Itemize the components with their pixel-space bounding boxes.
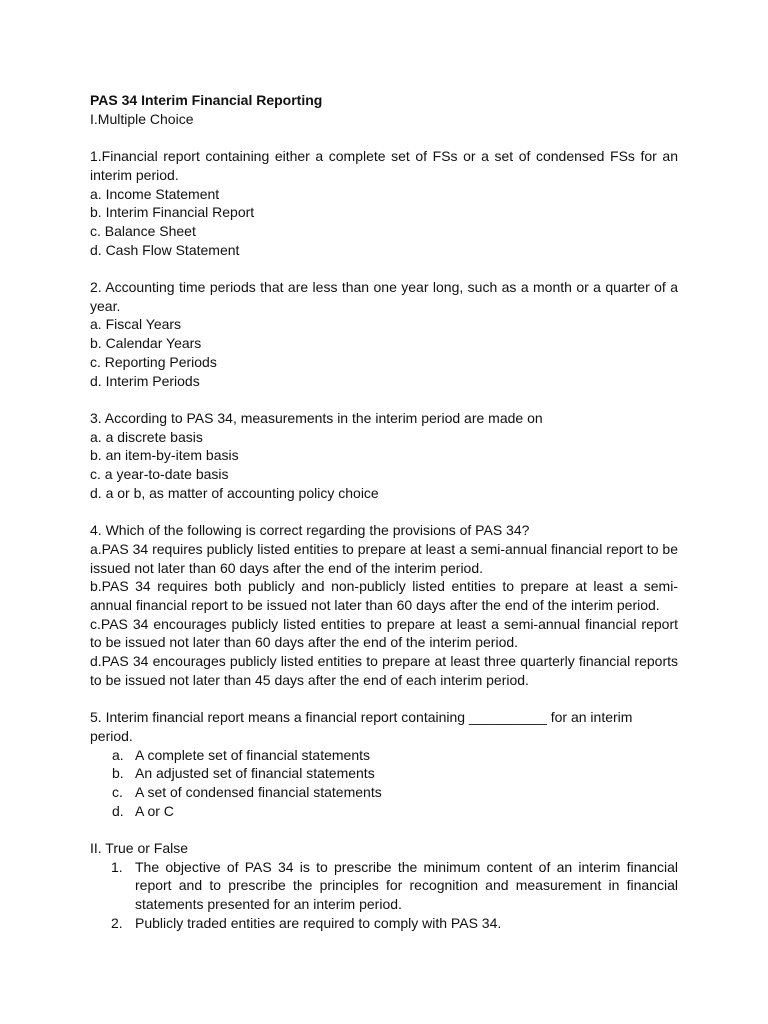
question-text: 4. Which of the following is correct regarding the provisions of PAS 34? (90, 522, 530, 539)
question-1 (90, 147, 678, 259)
option-d: d. Cash Flow Statement (90, 241, 240, 258)
option-list (90, 746, 678, 821)
option-b: b. Interim Financial Report (90, 204, 255, 221)
question-text: 2. Accounting time periods that are less than one year long, such as a month or a quarter of a year. (90, 279, 678, 314)
option-marker: a. (112, 746, 124, 763)
option-d: d.PAS 34 encourages publicly listed entities to prepare at least three quarterly financial reports to be issued not later than 45 days after the end of each interim period. (90, 653, 678, 688)
document-page (90, 91, 678, 933)
question-5 (90, 708, 678, 820)
option-b: b. Calendar Years (90, 335, 202, 352)
option-a: a. Income Statement (90, 185, 220, 202)
section-heading-true-false: II. True or False (90, 840, 189, 857)
option-b: b.PAS 34 requires both publicly and non-publicly listed entities to prepare at least a semi-annual financial report to be issued not later than 60 days after the end of the interim period. (90, 578, 678, 613)
option-c: c. Balance Sheet (90, 222, 196, 239)
question-4 (90, 521, 678, 689)
option-a (90, 746, 678, 765)
item-text: The objective of PAS 34 is to prescribe the minimum content of an interim financial report and to prescribe the principles for recognition and measurement in financial statements presented for an interim period. (135, 858, 678, 913)
option-text: A complete set of financial statements (135, 746, 371, 763)
section-heading-multiple-choice: I.Multiple Choice (90, 110, 194, 127)
option-text: An adjusted set of financial statements (135, 765, 375, 782)
true-false-list (90, 858, 678, 933)
document-title: PAS 34 Interim Financial Reporting (90, 92, 323, 108)
item-marker: 2. (111, 914, 123, 931)
item-text: Publicly traded entities are required to comply with PAS 34. (135, 914, 502, 931)
question-3 (90, 409, 678, 503)
option-a: a.PAS 34 requires publicly listed entities to prepare at least a semi-annual financial report to be issued not later than 60 days after the end of the interim period. (90, 540, 678, 576)
option-c: c. a year-to-date basis (90, 466, 229, 483)
question-text: 3. According to PAS 34, measurements in the interim period are made on (90, 409, 543, 426)
true-false-item-1 (90, 858, 678, 914)
option-text: A or C (135, 802, 174, 819)
question-text: 5. Interim financial report means a financial report containing __________ for an interim period. (90, 709, 633, 744)
option-b (90, 764, 678, 783)
option-c: c.PAS 34 encourages publicly listed entities to prepare at least a semi-annual financial report to be issued not later than 60 days after the end of the interim period. (90, 615, 678, 651)
option-c: c. Reporting Periods (90, 353, 217, 370)
option-marker: d. (112, 802, 124, 819)
option-a: a. a discrete basis (90, 428, 203, 445)
option-d: d. Interim Periods (90, 372, 200, 389)
question-text: 1.Financial report containing either a complete set of FSs or a set of condensed FSs for an interim period. (90, 148, 678, 183)
item-marker: 1. (111, 858, 123, 875)
option-marker: b. (112, 765, 124, 782)
option-d: d. a or b, as matter of accounting policy choice (90, 484, 379, 501)
true-false-item-2 (90, 914, 678, 933)
option-c (90, 783, 678, 802)
option-d (90, 802, 678, 821)
option-marker: c. (112, 783, 123, 800)
question-2 (90, 278, 678, 390)
option-a: a. Fiscal Years (90, 316, 182, 333)
option-b: b. an item-by-item basis (90, 447, 239, 464)
option-text: A set of condensed financial statements (135, 783, 382, 800)
